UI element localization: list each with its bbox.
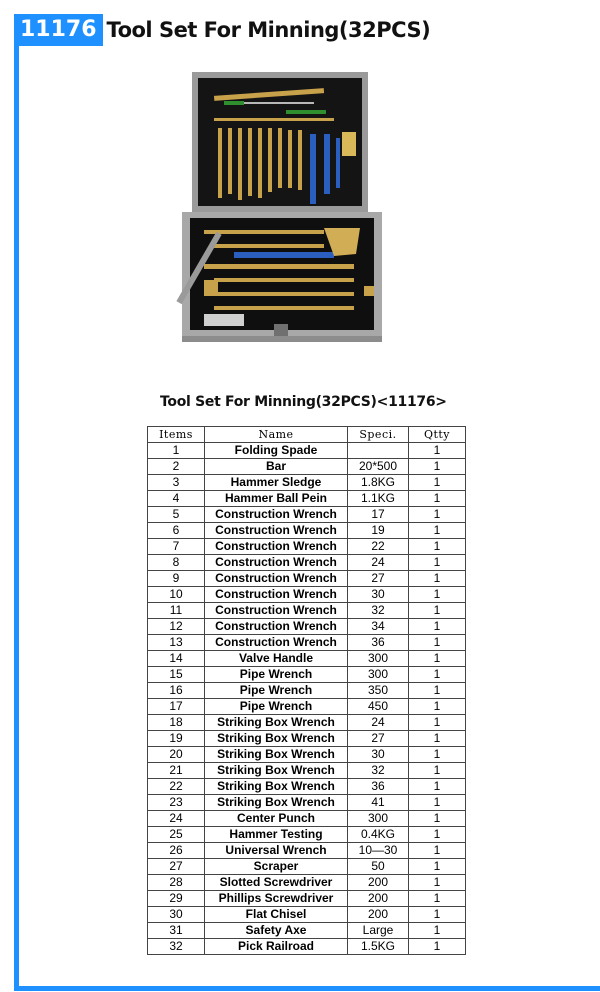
quantity-cell: 1 (409, 699, 466, 715)
specification-cell: 27 (348, 731, 409, 747)
item-number-cell: 5 (148, 507, 205, 523)
specification-cell: 19 (348, 523, 409, 539)
tool-name-cell: Striking Box Wrench (205, 747, 348, 763)
quantity-cell: 1 (409, 731, 466, 747)
page-title: Tool Set For Minning(32PCS) (106, 18, 431, 42)
specification-cell: 32 (348, 763, 409, 779)
table-row (148, 475, 466, 491)
specification-cell: 32 (348, 603, 409, 619)
tool-name-cell: Hammer Sledge (205, 475, 348, 491)
table-row (148, 523, 466, 539)
item-number-cell: 30 (148, 907, 205, 923)
quantity-cell: 1 (409, 635, 466, 651)
specification-cell: 350 (348, 683, 409, 699)
item-number-cell: 25 (148, 827, 205, 843)
tool-name-cell: Pipe Wrench (205, 683, 348, 699)
item-number-cell: 22 (148, 779, 205, 795)
quantity-cell: 1 (409, 907, 466, 923)
item-number-cell: 6 (148, 523, 205, 539)
specification-cell: 27 (348, 571, 409, 587)
specification-cell: 300 (348, 651, 409, 667)
specification-cell: 1.8KG (348, 475, 409, 491)
column-header-qtty: Qtty (409, 427, 466, 443)
tool-name-cell: Folding Spade (205, 443, 348, 459)
tool-name-cell: Construction Wrench (205, 555, 348, 571)
item-number-cell: 24 (148, 811, 205, 827)
item-number-cell: 10 (148, 587, 205, 603)
tool-name-cell: Valve Handle (205, 651, 348, 667)
specification-cell: 17 (348, 507, 409, 523)
tool-name-cell: Striking Box Wrench (205, 715, 348, 731)
item-number-cell: 15 (148, 667, 205, 683)
quantity-cell: 1 (409, 475, 466, 491)
specification-cell: 36 (348, 779, 409, 795)
table-row (148, 795, 466, 811)
item-number-cell: 13 (148, 635, 205, 651)
quantity-cell: 1 (409, 827, 466, 843)
item-number-cell: 26 (148, 843, 205, 859)
table-row (148, 923, 466, 939)
specification-cell: 0.4KG (348, 827, 409, 843)
quantity-cell: 1 (409, 763, 466, 779)
item-number-cell: 2 (148, 459, 205, 475)
tool-name-cell: Striking Box Wrench (205, 731, 348, 747)
accent-border-bottom (14, 986, 600, 991)
quantity-cell: 1 (409, 507, 466, 523)
quantity-cell: 1 (409, 459, 466, 475)
specification-cell: 450 (348, 699, 409, 715)
quantity-cell: 1 (409, 795, 466, 811)
table-row (148, 587, 466, 603)
quantity-cell: 1 (409, 651, 466, 667)
accent-border-left (14, 44, 19, 990)
table-row (148, 827, 466, 843)
quantity-cell: 1 (409, 555, 466, 571)
item-number-cell: 14 (148, 651, 205, 667)
quantity-cell: 1 (409, 747, 466, 763)
tool-name-cell: Phillips Screwdriver (205, 891, 348, 907)
item-number-cell: 29 (148, 891, 205, 907)
item-number-cell: 23 (148, 795, 205, 811)
quantity-cell: 1 (409, 939, 466, 955)
quantity-cell: 1 (409, 923, 466, 939)
specification-cell: 20*500 (348, 459, 409, 475)
tool-case-photo (174, 68, 386, 358)
tool-name-cell: Hammer Testing (205, 827, 348, 843)
item-number-cell: 17 (148, 699, 205, 715)
quantity-cell: 1 (409, 587, 466, 603)
item-number-cell: 1 (148, 443, 205, 459)
quantity-cell: 1 (409, 491, 466, 507)
tool-name-cell: Safety Axe (205, 923, 348, 939)
item-number-cell: 19 (148, 731, 205, 747)
item-number-cell: 7 (148, 539, 205, 555)
item-number-cell: 18 (148, 715, 205, 731)
tool-name-cell: Hammer Ball Pein (205, 491, 348, 507)
specification-cell: 30 (348, 747, 409, 763)
item-number-cell: 9 (148, 571, 205, 587)
table-row (148, 715, 466, 731)
specification-cell: Large (348, 923, 409, 939)
quantity-cell: 1 (409, 443, 466, 459)
quantity-cell: 1 (409, 891, 466, 907)
table-row (148, 571, 466, 587)
quantity-cell: 1 (409, 571, 466, 587)
specification-cell: 200 (348, 891, 409, 907)
table-row (148, 859, 466, 875)
table-row (148, 891, 466, 907)
tool-name-cell: Pipe Wrench (205, 667, 348, 683)
item-number-cell: 12 (148, 619, 205, 635)
table-row (148, 555, 466, 571)
table-row (148, 539, 466, 555)
specification-cell: 50 (348, 859, 409, 875)
specification-cell: 30 (348, 587, 409, 603)
tool-name-cell: Construction Wrench (205, 635, 348, 651)
item-number-cell: 20 (148, 747, 205, 763)
table-row (148, 683, 466, 699)
tool-list-table (147, 426, 466, 955)
specification-cell: 36 (348, 635, 409, 651)
quantity-cell: 1 (409, 811, 466, 827)
quantity-cell: 1 (409, 523, 466, 539)
item-number-cell: 32 (148, 939, 205, 955)
table-row (148, 635, 466, 651)
tool-name-cell: Striking Box Wrench (205, 763, 348, 779)
table-row (148, 507, 466, 523)
specification-cell: 300 (348, 811, 409, 827)
table-row (148, 843, 466, 859)
table-caption: Tool Set For Minning(32PCS)<11176> (160, 394, 447, 410)
quantity-cell: 1 (409, 779, 466, 795)
specification-cell: 24 (348, 715, 409, 731)
specification-cell: 300 (348, 667, 409, 683)
item-number-cell: 31 (148, 923, 205, 939)
item-number-cell: 28 (148, 875, 205, 891)
quantity-cell: 1 (409, 843, 466, 859)
specification-cell: 22 (348, 539, 409, 555)
quantity-cell: 1 (409, 667, 466, 683)
item-number-cell: 16 (148, 683, 205, 699)
tool-name-cell: Pipe Wrench (205, 699, 348, 715)
tool-name-cell: Construction Wrench (205, 523, 348, 539)
tool-name-cell: Striking Box Wrench (205, 779, 348, 795)
table-row (148, 779, 466, 795)
table-row (148, 939, 466, 955)
quantity-cell: 1 (409, 539, 466, 555)
table-row (148, 459, 466, 475)
tool-name-cell: Scraper (205, 859, 348, 875)
specification-cell: 200 (348, 875, 409, 891)
specification-cell: 200 (348, 907, 409, 923)
table-row (148, 763, 466, 779)
quantity-cell: 1 (409, 859, 466, 875)
tool-name-cell: Construction Wrench (205, 587, 348, 603)
tool-name-cell: Construction Wrench (205, 571, 348, 587)
table-header-row (148, 427, 466, 443)
tool-name-cell: Flat Chisel (205, 907, 348, 923)
item-number-cell: 4 (148, 491, 205, 507)
specification-cell (348, 443, 409, 459)
table-row (148, 491, 466, 507)
table-row (148, 699, 466, 715)
specification-cell: 1.5KG (348, 939, 409, 955)
specification-cell: 1.1KG (348, 491, 409, 507)
tool-name-cell: Center Punch (205, 811, 348, 827)
tool-name-cell: Striking Box Wrench (205, 795, 348, 811)
quantity-cell: 1 (409, 619, 466, 635)
quantity-cell: 1 (409, 683, 466, 699)
tool-name-cell: Bar (205, 459, 348, 475)
table-row (148, 731, 466, 747)
table-row (148, 811, 466, 827)
tool-name-cell: Slotted Screwdriver (205, 875, 348, 891)
column-header-name: Name (205, 427, 348, 443)
quantity-cell: 1 (409, 875, 466, 891)
specification-cell: 41 (348, 795, 409, 811)
tool-name-cell: Construction Wrench (205, 603, 348, 619)
specification-cell: 10—30 (348, 843, 409, 859)
page-header (14, 14, 430, 46)
tool-name-cell: Universal Wrench (205, 843, 348, 859)
product-code-badge: 11176 (14, 14, 103, 46)
quantity-cell: 1 (409, 715, 466, 731)
table-row (148, 619, 466, 635)
quantity-cell: 1 (409, 603, 466, 619)
item-number-cell: 3 (148, 475, 205, 491)
item-number-cell: 11 (148, 603, 205, 619)
specification-cell: 24 (348, 555, 409, 571)
tool-name-cell: Construction Wrench (205, 507, 348, 523)
tool-name-cell: Construction Wrench (205, 539, 348, 555)
column-header-items: Items (148, 427, 205, 443)
tool-name-cell: Construction Wrench (205, 619, 348, 635)
item-number-cell: 27 (148, 859, 205, 875)
table-row (148, 907, 466, 923)
case-latch (274, 324, 288, 338)
specification-cell: 34 (348, 619, 409, 635)
item-number-cell: 8 (148, 555, 205, 571)
table-row (148, 443, 466, 459)
item-number-cell: 21 (148, 763, 205, 779)
table-row (148, 667, 466, 683)
table-row (148, 747, 466, 763)
table-row (148, 651, 466, 667)
column-header-speci: Speci. (348, 427, 409, 443)
tool-name-cell: Pick Railroad (205, 939, 348, 955)
table-row (148, 875, 466, 891)
table-row (148, 603, 466, 619)
